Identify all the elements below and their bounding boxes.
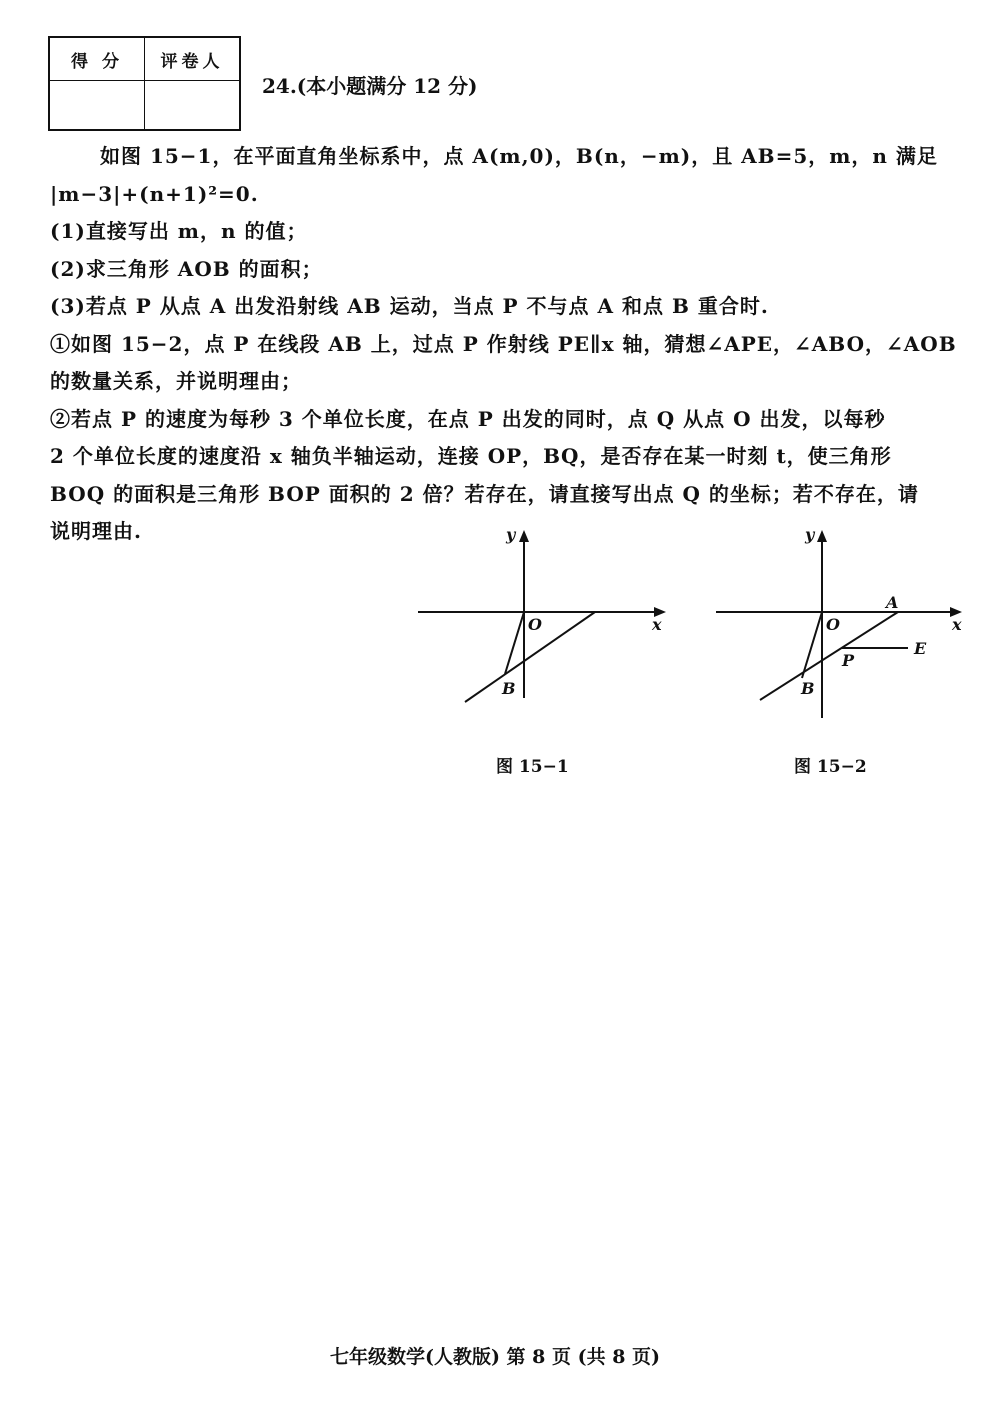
text-line: ①如图 15−2，点 P 在线段 AB 上，过点 P 作射线 PE∥x 轴，猜想∠APE，∠ABO，∠AOB <box>50 331 957 356</box>
label-b: B <box>502 679 516 698</box>
text-line: BOQ 的面积是三角形 BOP 面积的 2 倍？若存在，请直接写出点 Q 的坐标；若不存在，请 <box>50 481 919 506</box>
text-line: 说明理由. <box>50 519 142 543</box>
segment-ob <box>505 612 524 674</box>
grader-cell[interactable] <box>145 81 241 131</box>
text-line: (1)直接写出 m，n 的值； <box>50 219 308 243</box>
label-x: x <box>652 615 662 634</box>
question-body <box>50 138 970 551</box>
y-axis-arrow <box>817 530 827 542</box>
label-x: x <box>952 615 962 634</box>
label-o: O <box>826 615 840 634</box>
figure-15-2 <box>708 522 978 722</box>
label-y: y <box>506 525 516 544</box>
text-line: ②若点 P 的速度为每秒 3 个单位长度，在点 P 出发的同时，点 Q 从点 O 出发，以每秒 <box>50 406 886 431</box>
figure-15-2-caption: 图 15−2 <box>794 757 867 777</box>
score-header: 得 分 <box>49 37 145 81</box>
text-line: (2)求三角形 AOB 的面积； <box>50 256 323 281</box>
score-box <box>48 36 241 131</box>
question-title: 24.(本小题满分 12 分) <box>262 74 478 98</box>
text-line: 如图 15−1，在平面直角坐标系中，点 A(m,0)，B(n，−m)，且 AB=5，m，n 满足 <box>100 144 938 168</box>
label-o: O <box>528 615 542 634</box>
label-p: P <box>842 651 855 670</box>
text-line: 2 个单位长度的速度沿 x 轴负半轴运动，连接 OP，BQ，是否存在某一时刻 t，使三角形 <box>50 444 892 468</box>
figure-15-1-caption: 图 15−1 <box>496 757 569 777</box>
score-cell[interactable] <box>49 81 145 131</box>
text-line: 的数量关系，并说明理由； <box>50 369 302 393</box>
segment-ob <box>802 612 822 678</box>
y-axis-arrow <box>519 530 529 542</box>
page-footer: 七年级数学(人教版) 第 8 页 (共 8 页) <box>329 1346 661 1368</box>
text-line: (3)若点 P 从点 A 出发沿射线 AB 运动，当点 P 不与点 A 和点 B 重合时. <box>50 294 769 318</box>
figure-15-1 <box>410 522 680 722</box>
label-e: E <box>914 639 927 658</box>
grader-header: 评卷人 <box>145 37 241 81</box>
label-b: B <box>801 679 815 698</box>
label-y: y <box>805 525 815 544</box>
text-line: |m−3|+(n+1)²=0. <box>50 181 259 206</box>
label-a: A <box>886 593 899 612</box>
